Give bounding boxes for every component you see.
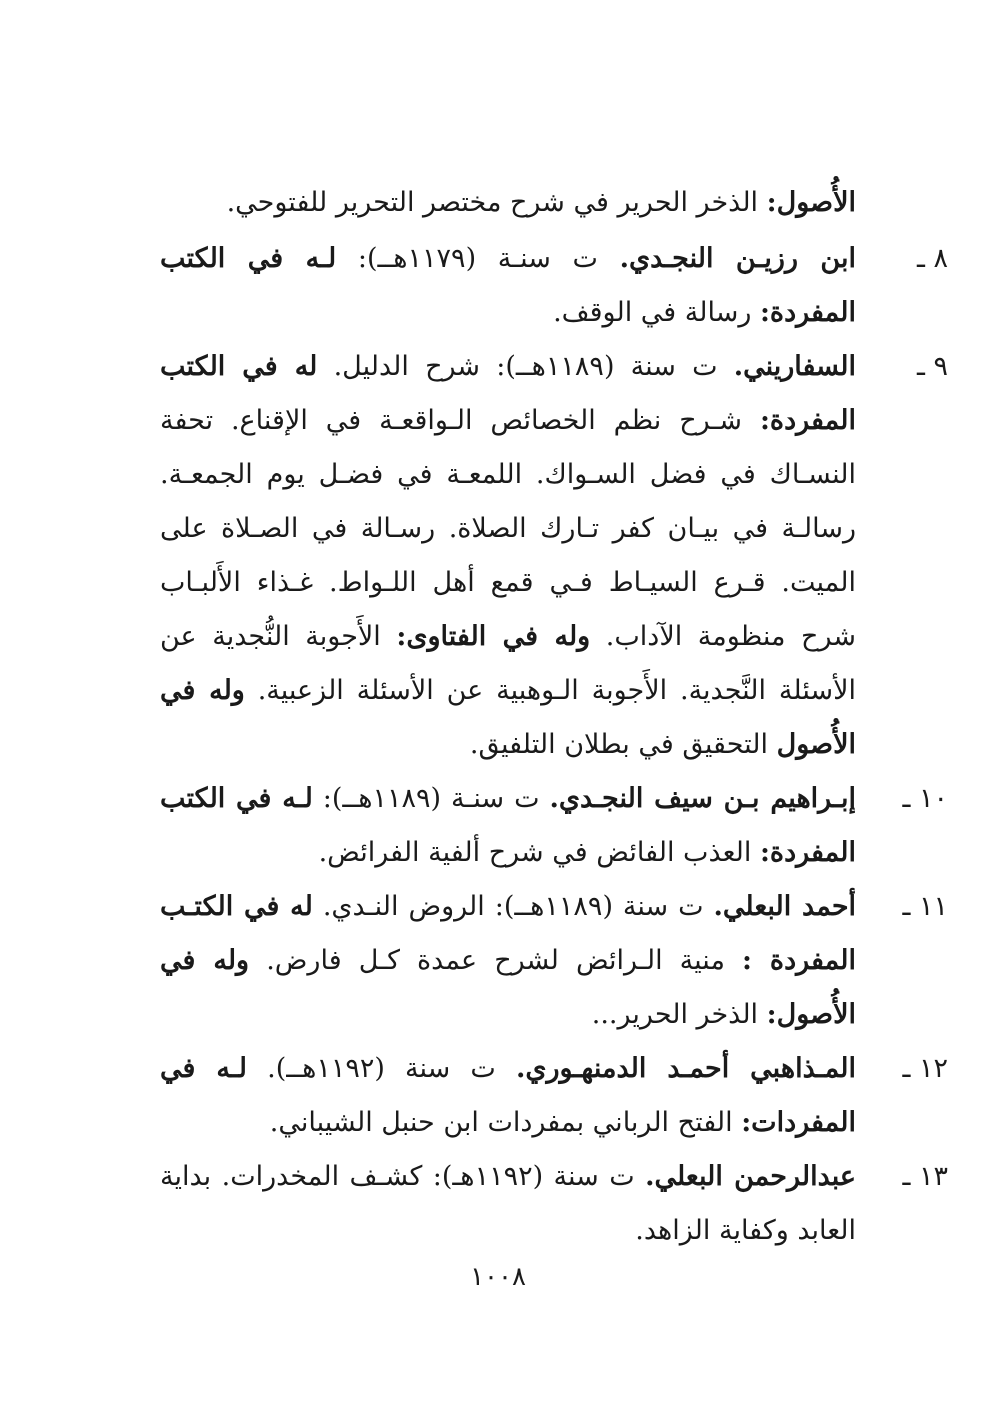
entry-name: السفاريني. — [733, 351, 856, 382]
entry-text: التحقيق في بطلان التلفيق. — [469, 729, 777, 760]
entry-name: أحمد البعلي. — [713, 891, 857, 922]
entry-label: وله في الفتاوى: — [396, 621, 591, 652]
entry-date: ت سنة (١١٩٢هـ): كشـف المخدرات. بداية العابد وكفاية الزاهد. — [160, 1161, 856, 1246]
entry-date: ت سنة (١١٩٢هــ). — [247, 1053, 516, 1084]
entry-number: ١٣ ـ — [902, 1161, 948, 1192]
entry-text: منية الـرائض لشرح عمدة كـل فارض. — [249, 945, 743, 976]
entry-11 — [160, 880, 948, 1042]
entry-12 — [160, 1042, 948, 1150]
entry-text: الذخر الحرير... — [591, 999, 767, 1030]
entry-number: ١٠ ـ — [902, 783, 948, 814]
entry-name: ابن رزيـن النجـدي. — [619, 243, 856, 274]
lead-line — [160, 176, 876, 230]
entry-text: العذب الفائض في شرح ألفية الفرائض. — [318, 837, 760, 868]
entry-label: لـه في الكتب المفردة: — [160, 783, 856, 868]
entry-10 — [160, 772, 948, 880]
entry-label: وله في الأُصول: — [160, 945, 856, 1030]
entry-text: الفتح الرباني بمفردات ابن حنبل الشيباني. — [269, 1107, 742, 1138]
entry-date: ت سنـة (١١٨٩هــ): — [312, 783, 550, 814]
entry-number: ٨ ـ — [916, 243, 948, 274]
entry-date: ت سنة (١١٨٩هــ): الروض النـدي. — [312, 891, 714, 922]
lead-text: الذخر الحرير في شرح مختصر التحرير للفتوحي. — [226, 187, 767, 218]
entry-name: عبدالرحمن البعلي. — [645, 1161, 857, 1192]
entry-text: شـرح نظم الخصائص الـواقعـة في الإقناع. تحفة النسـاك في فضل السـواك. اللمعـة في فضـل يوم الجمعـة. رسالـة في بيـان كفر تـارك الصلاة. رسـالة في الصـلاة على الميت. قـرع السيـاط فـي قمع أهل اللـواط. غـذاء الأَلبـاب شرح منظومة الآداب. — [160, 405, 856, 652]
entry-name: المـذاهبي أحمـد الدمنهـوري. — [515, 1053, 856, 1084]
entry-text: رسالة في الوقف. — [553, 297, 760, 328]
lead-label: الأُصول: — [766, 187, 856, 218]
entry-date: ت سنـة (١١٧٩هــ): — [336, 243, 620, 274]
entry-9 — [160, 340, 948, 772]
entry-number: ١١ ـ — [902, 891, 948, 922]
entry-label: وله في الأُصول — [160, 675, 856, 760]
entry-8 — [160, 232, 948, 340]
entry-number: ٩ ـ — [916, 351, 948, 382]
entry-text: الأَجوبة النُّجدية عن الأسئلة النَّجدية. الأَجوبة الـوهبية عن الأسئلة الزعبية. — [160, 621, 856, 706]
entry-label: لـه في المفردات: — [160, 1053, 856, 1138]
main-text — [160, 176, 948, 1258]
entry-number: ١٢ ـ — [902, 1053, 948, 1084]
entry-name: إبـراهيم بـن سيف النجـدي. — [549, 783, 857, 814]
entry-label: له في الكتب المفردة: — [160, 351, 856, 436]
page-number: ١٠٠٨ — [470, 1262, 526, 1292]
entry-13 — [160, 1150, 948, 1258]
entry-label: له في الكتـب المفردة : — [160, 891, 856, 976]
entry-label: لـه في الكتب المفردة: — [160, 243, 856, 328]
entry-date: ت سنة (١١٨٩هــ): شرح الدليل. — [317, 351, 734, 382]
